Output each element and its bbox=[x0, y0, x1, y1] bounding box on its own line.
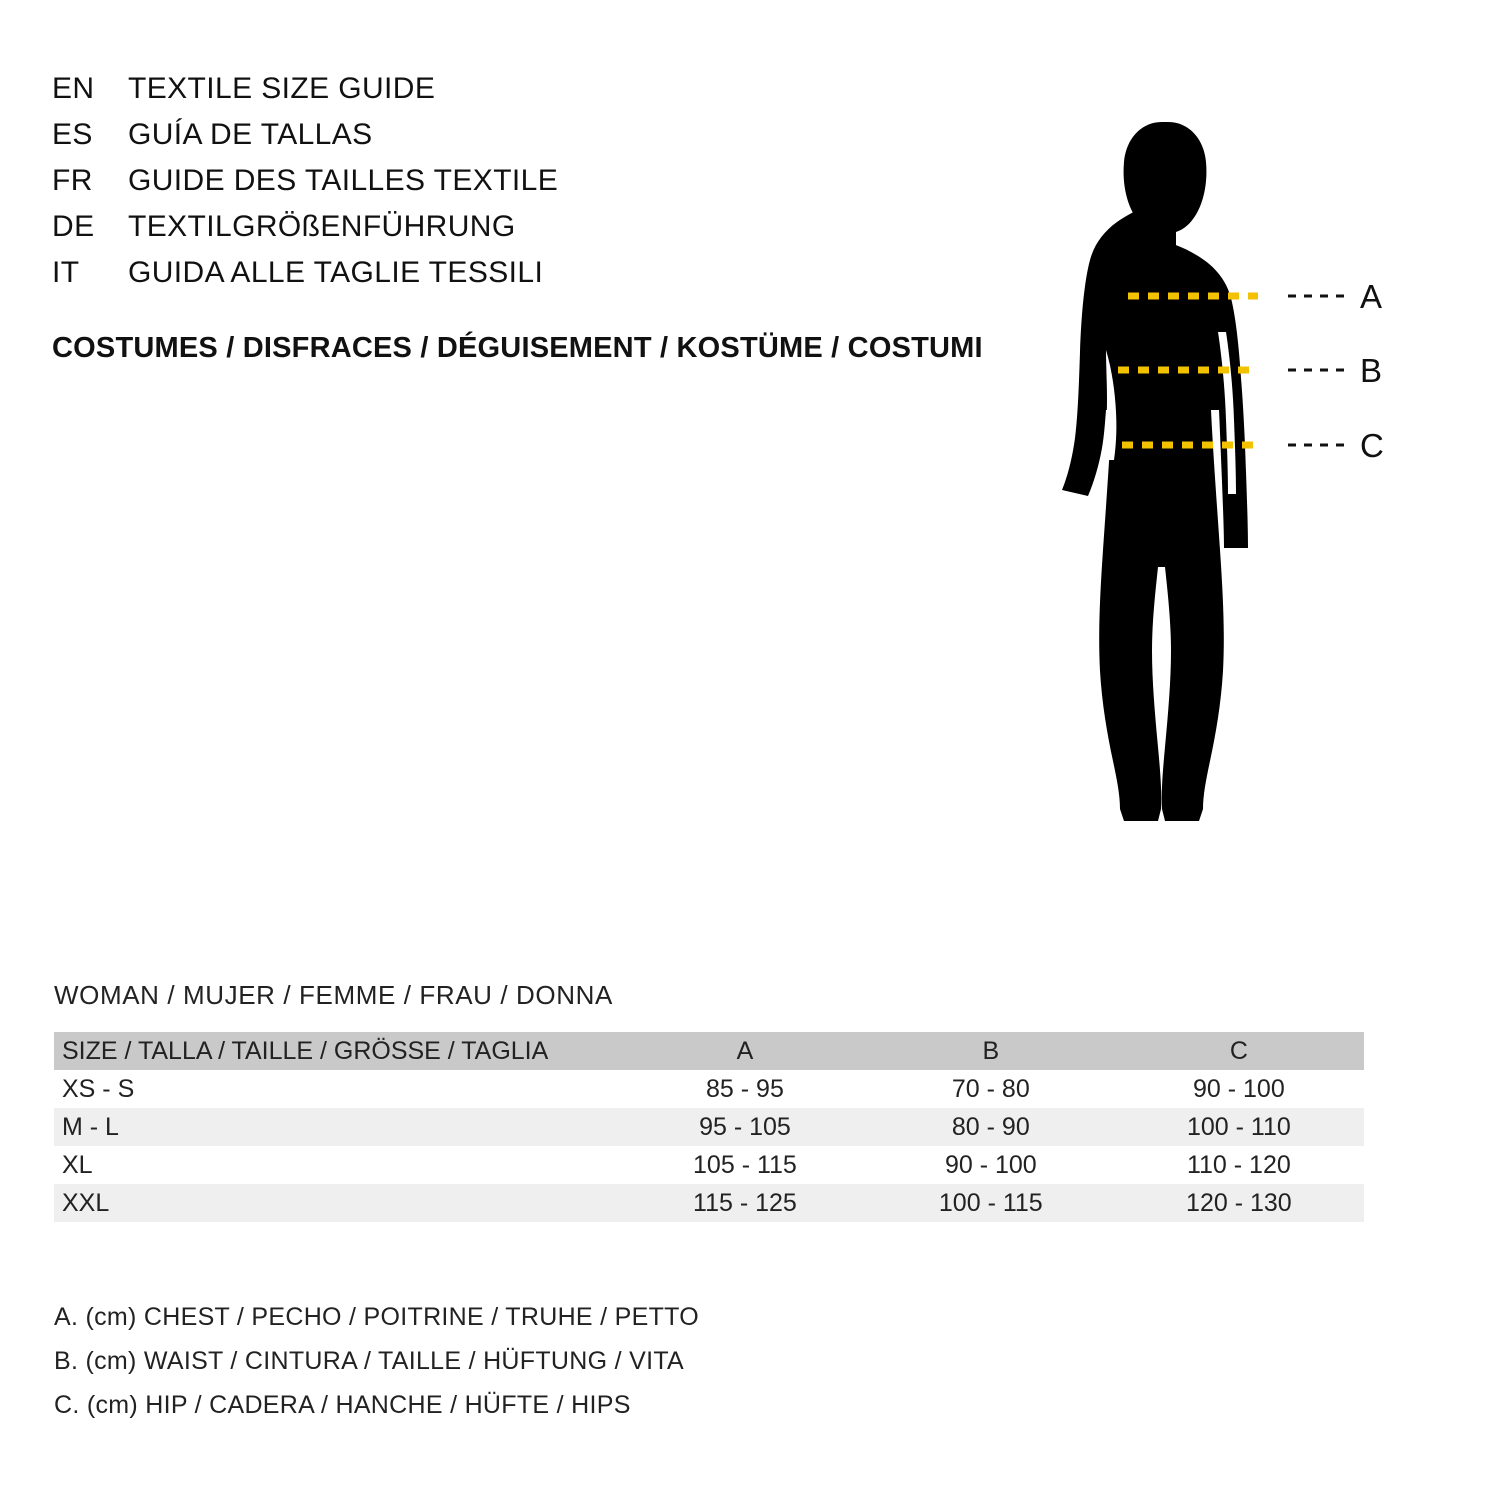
table-header-row bbox=[54, 1032, 1364, 1070]
legend-line-a: A. (cm) CHEST / PECHO / POITRINE / TRUHE / PETTO bbox=[54, 1303, 700, 1331]
measurement-legend bbox=[54, 1295, 1254, 1427]
cell-hip: 100 - 110 bbox=[1186, 1112, 1291, 1141]
language-title: TEXTILE SIZE GUIDE bbox=[128, 72, 436, 105]
language-code: ES bbox=[52, 118, 93, 151]
legend-line-c: C. (cm) HIP / CADERA / HANCHE / HÜFTE / HIPS bbox=[54, 1391, 631, 1419]
language-row bbox=[52, 210, 1032, 256]
cell-hip: 120 - 130 bbox=[1186, 1188, 1292, 1217]
cell-chest: 115 - 125 bbox=[693, 1188, 797, 1217]
table-header-b: B bbox=[982, 1036, 1000, 1065]
cell-size: XL bbox=[62, 1150, 93, 1179]
legend-line-b: B. (cm) WAIST / CINTURA / TAILLE / HÜFTUNG / VITA bbox=[54, 1347, 685, 1375]
table-header-a: A bbox=[736, 1036, 754, 1065]
language-title: GUÍA DE TALLAS bbox=[128, 118, 373, 151]
category-heading: COSTUMES / DISFRACES / DÉGUISEMENT / KOSTÜME / COSTUMI bbox=[52, 332, 983, 364]
cell-waist: 100 - 115 bbox=[938, 1188, 1043, 1217]
language-code: FR bbox=[52, 164, 93, 197]
cell-size: M - L bbox=[62, 1112, 119, 1141]
cell-waist: 80 - 90 bbox=[951, 1112, 1030, 1141]
measure-label-c: C bbox=[1360, 427, 1384, 464]
table-row bbox=[54, 1070, 1364, 1108]
cell-waist: 90 - 100 bbox=[944, 1150, 1037, 1179]
table-row bbox=[54, 1146, 1364, 1184]
cell-chest: 85 - 95 bbox=[706, 1074, 784, 1103]
cell-hip: 90 - 100 bbox=[1193, 1074, 1285, 1103]
language-code: EN bbox=[52, 72, 95, 105]
cell-hip: 110 - 120 bbox=[1186, 1150, 1291, 1179]
table-title: WOMAN / MUJER / FEMME / FRAU / DONNA bbox=[54, 980, 613, 1010]
language-row bbox=[52, 164, 1032, 210]
language-title: GUIDE DES TAILLES TEXTILE bbox=[128, 164, 559, 197]
table-header-c: C bbox=[1229, 1036, 1248, 1065]
size-table bbox=[54, 1032, 1364, 1222]
language-row bbox=[52, 118, 1032, 164]
table-header-size: SIZE / TALLA / TAILLE / GRÖSSE / TAGLIA bbox=[62, 1036, 549, 1065]
cell-size: XXL bbox=[62, 1188, 110, 1217]
table-row bbox=[54, 1108, 1364, 1146]
language-title: GUIDA ALLE TAGLIE TESSILI bbox=[128, 256, 544, 289]
cell-size: XS - S bbox=[62, 1074, 135, 1103]
cell-chest: 95 - 105 bbox=[699, 1112, 791, 1141]
language-code: DE bbox=[52, 210, 95, 243]
language-row bbox=[52, 256, 1032, 302]
female-silhouette-figure bbox=[1040, 60, 1460, 940]
cell-waist: 70 - 80 bbox=[951, 1074, 1030, 1103]
language-list bbox=[52, 72, 1032, 302]
cell-chest: 105 - 115 bbox=[693, 1150, 797, 1179]
language-title: TEXTILGRÖßENFÜHRUNG bbox=[128, 210, 516, 243]
measure-label-b: B bbox=[1360, 352, 1383, 389]
table-row bbox=[54, 1184, 1364, 1222]
language-code: IT bbox=[52, 256, 80, 289]
measure-label-a: A bbox=[1360, 278, 1383, 315]
language-row bbox=[52, 72, 1032, 118]
silhouette-icon bbox=[1062, 122, 1248, 821]
